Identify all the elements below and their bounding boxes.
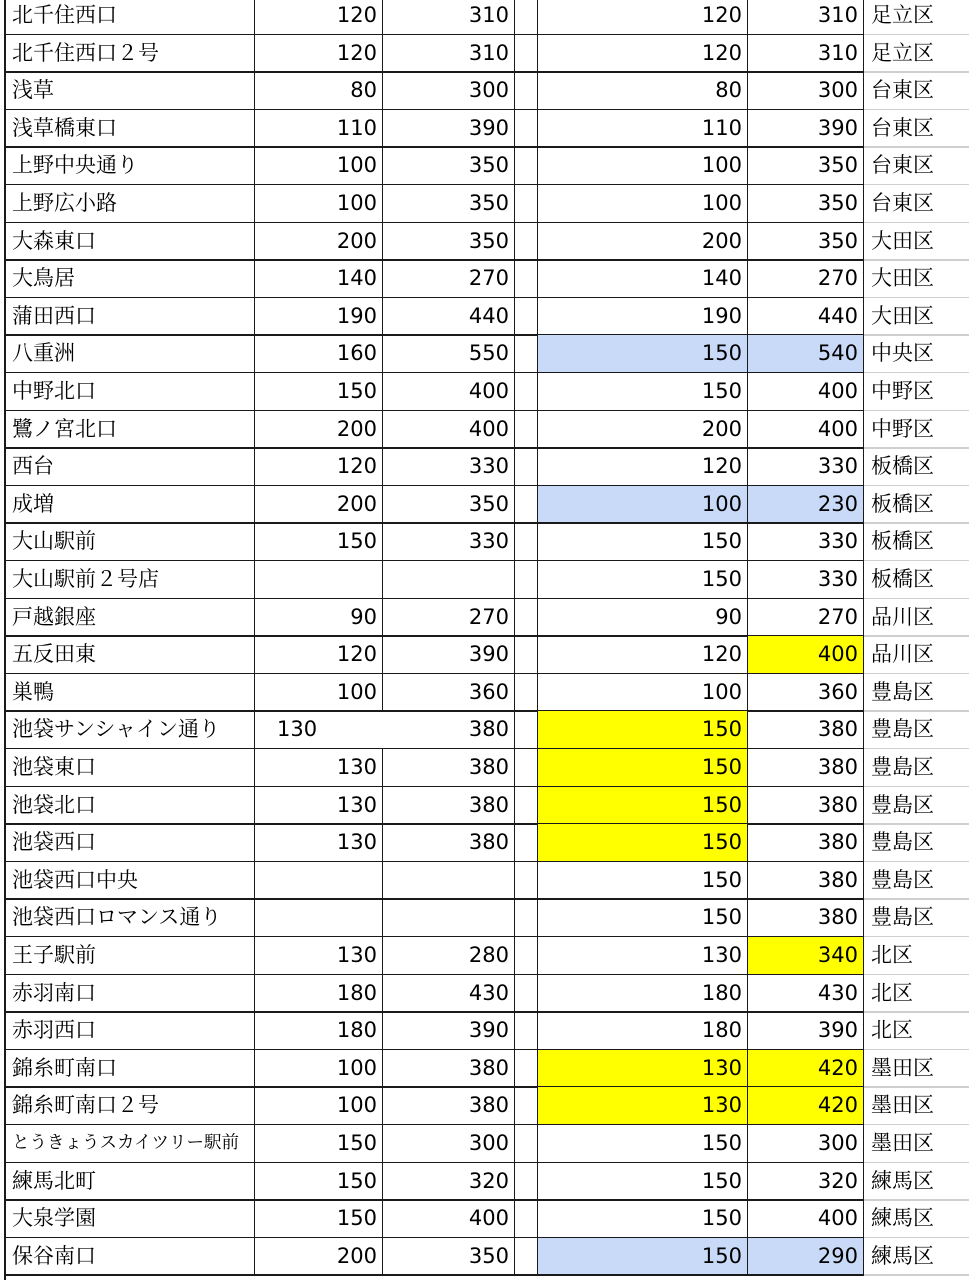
table-row bbox=[0, 1238, 969, 1276]
value-b-cell[interactable]: 380 bbox=[383, 787, 515, 824]
spacer-column-cell bbox=[515, 335, 538, 372]
value-b-cell[interactable]: 400 bbox=[383, 1200, 515, 1237]
value-d-cell[interactable]: 310 bbox=[748, 0, 864, 34]
table-row bbox=[0, 787, 969, 825]
value-a-cell[interactable]: 200 bbox=[255, 411, 383, 448]
value-a-cell[interactable]: 160 bbox=[255, 335, 383, 372]
value-d-cell[interactable]: 230 bbox=[748, 486, 864, 523]
value-d-cell[interactable]: 380 bbox=[748, 862, 864, 899]
store-name-cell[interactable]: 保谷南口 bbox=[5, 1238, 255, 1275]
value-d-cell[interactable]: 300 bbox=[748, 72, 864, 109]
row-divider bbox=[4, 1274, 865, 1276]
spacer-column-cell bbox=[515, 35, 538, 72]
value-c-cell[interactable]: 190 bbox=[538, 298, 748, 335]
ward-cell[interactable]: 練馬区 bbox=[871, 1243, 934, 1268]
spacer-column-cell bbox=[515, 448, 538, 485]
table-row bbox=[0, 335, 969, 373]
store-name-cell[interactable]: 浅草橋東口 bbox=[5, 110, 255, 147]
ward-cell[interactable]: 台東区 bbox=[871, 78, 934, 103]
value-a-cell[interactable]: 200 bbox=[255, 1238, 383, 1275]
store-name-cell[interactable]: 池袋西口中央 bbox=[5, 862, 255, 899]
ward-cell[interactable]: 中央区 bbox=[871, 341, 934, 366]
spacer-column-cell bbox=[515, 486, 538, 523]
ward-cell[interactable]: 北区 bbox=[871, 1018, 913, 1043]
value-a-cell[interactable]: 150 bbox=[255, 1125, 383, 1162]
table-row bbox=[0, 72, 969, 110]
spacer-column-cell bbox=[515, 110, 538, 147]
value-c-cell[interactable]: 150 bbox=[538, 1125, 748, 1162]
value-a-cell[interactable] bbox=[255, 711, 383, 748]
value-c-cell[interactable]: 150 bbox=[538, 523, 748, 560]
table-row bbox=[0, 1087, 969, 1125]
value-b-cell[interactable]: 350 bbox=[383, 185, 515, 222]
spacer-column-cell bbox=[515, 749, 538, 786]
value-a-cell[interactable]: 150 bbox=[255, 1163, 383, 1200]
spacer-column-cell bbox=[515, 1050, 538, 1087]
table-row bbox=[0, 975, 969, 1013]
spacer-column-cell bbox=[515, 72, 538, 109]
spacer-column-cell bbox=[515, 636, 538, 673]
value-d-cell[interactable]: 330 bbox=[748, 561, 864, 598]
value-a-cell[interactable]: 130 bbox=[255, 749, 383, 786]
store-name-cell[interactable]: 池袋東口 bbox=[5, 749, 255, 786]
value-a-cell[interactable]: 100 bbox=[255, 1050, 383, 1087]
store-name-cell[interactable]: 錦糸町南口 bbox=[5, 1050, 255, 1087]
value-c-cell[interactable]: 150 bbox=[538, 1200, 748, 1237]
value-c-cell[interactable]: 100 bbox=[538, 147, 748, 184]
value-c-cell[interactable]: 150 bbox=[538, 711, 748, 748]
value-d-cell[interactable]: 540 bbox=[748, 335, 864, 372]
value-b-cell[interactable]: 440 bbox=[383, 298, 515, 335]
value-c-cell[interactable]: 140 bbox=[538, 260, 748, 297]
value-a-cell[interactable]: 100 bbox=[255, 674, 383, 711]
value-a-cell[interactable]: 200 bbox=[255, 223, 383, 260]
ward-cell[interactable]: 北区 bbox=[871, 943, 913, 967]
ward-cell[interactable]: 北区 bbox=[871, 980, 913, 1005]
value-b-cell[interactable]: 380 bbox=[383, 1087, 515, 1124]
store-name-cell[interactable]: 浅草 bbox=[5, 72, 255, 109]
value-b-cell[interactable]: 400 bbox=[383, 411, 515, 448]
spacer-column-cell bbox=[515, 787, 538, 824]
value-c-cell[interactable]: 150 bbox=[538, 749, 748, 786]
value-b-cell[interactable]: 380 bbox=[383, 824, 515, 861]
store-name-cell[interactable]: 巣鴨 bbox=[5, 674, 255, 711]
spacer-column-cell bbox=[515, 523, 538, 560]
store-name-cell[interactable]: 池袋北口 bbox=[5, 787, 255, 824]
value-d-cell[interactable]: 300 bbox=[748, 1125, 864, 1162]
value-b-cell[interactable] bbox=[383, 561, 515, 598]
store-name-cell[interactable]: 練馬北町 bbox=[5, 1163, 255, 1200]
value-a-cell[interactable]: 80 bbox=[255, 72, 383, 109]
value-d-cell[interactable]: 430 bbox=[748, 975, 864, 1012]
value-d-cell[interactable]: 380 bbox=[748, 787, 864, 824]
table-row bbox=[0, 711, 969, 749]
store-name-cell[interactable]: 大泉学園 bbox=[5, 1200, 255, 1237]
value-c-cell[interactable]: 150 bbox=[538, 1238, 748, 1275]
value-b-cell[interactable]: 280 bbox=[383, 937, 515, 974]
value-a-cell[interactable]: 90 bbox=[255, 599, 383, 636]
value-b-cell[interactable]: 390 bbox=[383, 636, 515, 673]
ward-cell[interactable]: 中野区 bbox=[871, 416, 934, 441]
value-b-cell[interactable]: 390 bbox=[383, 110, 515, 147]
value-d-cell[interactable]: 330 bbox=[748, 448, 864, 485]
spacer-column-cell bbox=[515, 824, 538, 861]
value-a-cell[interactable]: 190 bbox=[255, 298, 383, 335]
value-d-cell[interactable]: 350 bbox=[748, 223, 864, 260]
value-a-cell[interactable] bbox=[255, 561, 383, 598]
ward-cell[interactable]: 板橋区 bbox=[871, 491, 934, 516]
value-a-cell[interactable]: 120 bbox=[255, 448, 383, 485]
value-c-cell[interactable]: 120 bbox=[538, 636, 748, 673]
store-name-cell[interactable]: 北千住西口 bbox=[5, 0, 255, 34]
value-d-cell[interactable]: 420 bbox=[748, 1087, 864, 1124]
table-row bbox=[0, 147, 969, 185]
value-a-cell[interactable] bbox=[255, 899, 383, 936]
ward-cell[interactable]: 台東区 bbox=[871, 153, 934, 178]
table-row bbox=[0, 674, 969, 712]
value-b-cell[interactable]: 300 bbox=[383, 72, 515, 109]
table-row bbox=[0, 260, 969, 298]
table-row bbox=[0, 486, 969, 524]
ward-cell[interactable]: 大田区 bbox=[871, 266, 934, 291]
spacer-column-cell bbox=[515, 899, 538, 936]
value-b-cell[interactable]: 380 bbox=[383, 749, 515, 786]
value-b-cell[interactable]: 360 bbox=[383, 674, 515, 711]
value-c-cell[interactable]: 150 bbox=[538, 561, 748, 598]
value-d-cell[interactable]: 380 bbox=[748, 824, 864, 861]
spacer-column-cell bbox=[515, 1087, 538, 1124]
value-c-cell[interactable]: 100 bbox=[538, 185, 748, 222]
store-name-cell[interactable]: 蒲田西口 bbox=[5, 298, 255, 335]
spacer-column-cell bbox=[515, 862, 538, 899]
store-name-cell[interactable]: 西台 bbox=[5, 448, 255, 485]
value-a-cell[interactable]: 180 bbox=[255, 1012, 383, 1049]
value-b-cell[interactable]: 350 bbox=[383, 1238, 515, 1275]
value-d-cell[interactable]: 390 bbox=[748, 1012, 864, 1049]
value-a-cell[interactable]: 100 bbox=[255, 1087, 383, 1124]
value-a-cell[interactable] bbox=[255, 862, 383, 899]
value-d-cell[interactable]: 290 bbox=[748, 1238, 864, 1275]
table-row bbox=[0, 1125, 969, 1163]
table-row bbox=[0, 824, 969, 862]
ward-cell[interactable]: 品川区 bbox=[871, 604, 934, 629]
ward-cell[interactable]: 大田区 bbox=[871, 228, 934, 253]
table-row bbox=[0, 373, 969, 411]
spacer-column-cell bbox=[515, 711, 538, 748]
value-c-cell[interactable]: 80 bbox=[538, 72, 748, 109]
value-c-cell[interactable]: 150 bbox=[538, 373, 748, 410]
spacer-column-cell bbox=[515, 599, 538, 636]
value-b-cell[interactable]: 350 bbox=[383, 147, 515, 184]
value-c-cell[interactable]: 180 bbox=[538, 1012, 748, 1049]
value-b-cell[interactable]: 330 bbox=[383, 448, 515, 485]
spacer-column-cell bbox=[515, 561, 538, 598]
table-row bbox=[0, 561, 969, 599]
table-row bbox=[0, 35, 969, 73]
value-d-cell[interactable]: 390 bbox=[748, 110, 864, 147]
value-d-cell[interactable]: 270 bbox=[748, 260, 864, 297]
value-d-cell[interactable]: 330 bbox=[748, 523, 864, 560]
value-c-cell[interactable]: 130 bbox=[538, 937, 748, 974]
table-row bbox=[0, 937, 969, 975]
value-b-cell[interactable]: 270 bbox=[383, 260, 515, 297]
ward-cell[interactable]: 練馬区 bbox=[871, 1168, 934, 1193]
store-name-cell[interactable]: 八重洲 bbox=[5, 335, 255, 372]
store-name-cell[interactable]: 池袋サンシャイン通り bbox=[5, 711, 255, 748]
value-c-cell[interactable]: 110 bbox=[538, 110, 748, 147]
spacer-column-cell bbox=[515, 674, 538, 711]
value-b-cell[interactable]: 270 bbox=[383, 599, 515, 636]
value-a-cell[interactable]: 120 bbox=[255, 35, 383, 72]
value-d-cell[interactable]: 400 bbox=[748, 1200, 864, 1237]
ward-cell[interactable]: 台東区 bbox=[871, 191, 934, 215]
value-b-cell[interactable]: 380 bbox=[383, 711, 515, 748]
value-a-cell[interactable]: 180 bbox=[255, 975, 383, 1012]
value-a-cell[interactable]: 100 bbox=[255, 147, 383, 184]
value-c-cell[interactable]: 130 bbox=[538, 1050, 748, 1087]
ward-cell[interactable]: 豊島区 bbox=[871, 792, 934, 817]
value-c-cell[interactable]: 180 bbox=[538, 975, 748, 1012]
value-a-cell[interactable]: 100 bbox=[255, 185, 383, 222]
value-b-cell[interactable]: 310 bbox=[383, 35, 515, 72]
spacer-column-cell bbox=[515, 1012, 538, 1049]
ward-cell[interactable]: 豊島区 bbox=[871, 905, 934, 930]
table-row bbox=[0, 1012, 969, 1050]
store-name-cell[interactable]: 成増 bbox=[5, 486, 255, 523]
value-b-cell[interactable]: 390 bbox=[383, 1012, 515, 1049]
value-a-cell[interactable]: 110 bbox=[255, 110, 383, 147]
store-name-cell[interactable]: 池袋西口 bbox=[5, 824, 255, 861]
table-row bbox=[0, 185, 969, 223]
value-b-cell[interactable]: 380 bbox=[383, 1050, 515, 1087]
ward-cell[interactable]: 大田区 bbox=[871, 303, 934, 328]
ward-cell[interactable]: 品川区 bbox=[871, 642, 934, 667]
spacer-column-cell bbox=[515, 0, 538, 34]
store-name-cell[interactable]: 大鳥居 bbox=[5, 260, 255, 297]
store-name-cell[interactable]: 錦糸町南口２号 bbox=[5, 1087, 255, 1124]
table-row bbox=[0, 1200, 969, 1238]
ward-cell[interactable]: 豊島区 bbox=[871, 867, 934, 892]
spacer-column-cell bbox=[515, 373, 538, 410]
value-c-cell[interactable]: 200 bbox=[538, 223, 748, 260]
table-row bbox=[0, 899, 969, 937]
value-c-cell[interactable]: 120 bbox=[538, 0, 748, 34]
value-a-cell[interactable]: 130 bbox=[255, 787, 383, 824]
store-name-cell[interactable]: 上野広小路 bbox=[5, 185, 255, 222]
value-a-cell[interactable]: 130 bbox=[255, 937, 383, 974]
value-d-cell[interactable]: 380 bbox=[748, 711, 864, 748]
value-d-cell[interactable]: 440 bbox=[748, 298, 864, 335]
store-name-cell[interactable]: 上野中央通り bbox=[5, 147, 255, 184]
value-b-cell[interactable]: 300 bbox=[383, 1125, 515, 1162]
store-name-cell[interactable]: 戸越銀座 bbox=[5, 599, 255, 636]
value-b-cell[interactable]: 320 bbox=[383, 1163, 515, 1200]
spacer-column-cell bbox=[515, 1238, 538, 1275]
store-name-cell[interactable]: 北千住西口２号 bbox=[5, 35, 255, 72]
value-d-cell[interactable]: 360 bbox=[748, 674, 864, 711]
table-row bbox=[0, 110, 969, 148]
ward-cell[interactable]: 豊島区 bbox=[871, 830, 934, 855]
table-row bbox=[0, 523, 969, 561]
value-b-cell[interactable] bbox=[383, 899, 515, 936]
store-name-cell[interactable]: 大山駅前 bbox=[5, 523, 255, 560]
ward-cell[interactable]: 板橋区 bbox=[871, 567, 934, 591]
value-a-cell[interactable]: 200 bbox=[255, 486, 383, 523]
value-a-cell[interactable]: 130 bbox=[255, 824, 383, 861]
table-row bbox=[0, 0, 969, 35]
store-name-cell[interactable]: 大山駅前２号店 bbox=[5, 561, 255, 598]
value-c-cell[interactable]: 100 bbox=[538, 674, 748, 711]
value-a-cell[interactable]: 120 bbox=[255, 0, 383, 34]
value-d-cell[interactable]: 400 bbox=[748, 373, 864, 410]
value-d-cell[interactable]: 270 bbox=[748, 599, 864, 636]
value-c-cell[interactable]: 150 bbox=[538, 787, 748, 824]
value-d-cell[interactable]: 340 bbox=[748, 937, 864, 974]
row-divider-light bbox=[864, 1274, 969, 1276]
table-row bbox=[0, 749, 969, 787]
ward-cell[interactable]: 板橋区 bbox=[871, 454, 934, 479]
ward-cell[interactable]: 足立区 bbox=[871, 3, 934, 27]
value-b-cell[interactable]: 350 bbox=[383, 486, 515, 523]
value-a-cell[interactable]: 150 bbox=[255, 373, 383, 410]
value-c-cell[interactable]: 150 bbox=[538, 862, 748, 899]
ward-cell[interactable]: 中野区 bbox=[871, 379, 934, 403]
spacer-column-cell bbox=[515, 1200, 538, 1237]
value-a-cell[interactable]: 120 bbox=[255, 636, 383, 673]
value-c-cell[interactable]: 150 bbox=[538, 335, 748, 372]
ward-cell[interactable]: 墨田区 bbox=[871, 1093, 934, 1118]
value-d-cell[interactable]: 350 bbox=[748, 185, 864, 222]
store-name-cell[interactable]: 赤羽南口 bbox=[5, 975, 255, 1012]
spacer-column-cell bbox=[515, 975, 538, 1012]
value-a-cell[interactable]: 140 bbox=[255, 260, 383, 297]
spacer-column-cell bbox=[515, 223, 538, 260]
ward-cell[interactable]: 豊島区 bbox=[871, 679, 934, 704]
value-c-cell[interactable]: 150 bbox=[538, 1163, 748, 1200]
value-b-cell[interactable] bbox=[383, 862, 515, 899]
store-name-cell[interactable]: 赤羽西口 bbox=[5, 1012, 255, 1049]
value-c-cell[interactable]: 130 bbox=[538, 1087, 748, 1124]
value-d-cell[interactable]: 420 bbox=[748, 1050, 864, 1087]
store-name-cell[interactable]: 大森東口 bbox=[5, 223, 255, 260]
value-a-cell[interactable]: 150 bbox=[255, 523, 383, 560]
ward-cell[interactable]: 板橋区 bbox=[871, 529, 934, 554]
spacer-column-cell bbox=[515, 937, 538, 974]
value-b-cell[interactable]: 550 bbox=[383, 335, 515, 372]
value-b-cell[interactable]: 400 bbox=[383, 373, 515, 410]
ward-cell[interactable]: 足立区 bbox=[871, 40, 934, 65]
table-row bbox=[0, 411, 969, 449]
ward-cell[interactable]: 練馬区 bbox=[871, 1206, 934, 1231]
value-d-cell[interactable]: 380 bbox=[748, 899, 864, 936]
value-b-cell[interactable]: 330 bbox=[383, 523, 515, 560]
value-c-cell[interactable]: 90 bbox=[538, 599, 748, 636]
value-d-cell[interactable]: 400 bbox=[748, 411, 864, 448]
ward-cell[interactable]: 墨田区 bbox=[871, 1055, 934, 1080]
value-b-cell[interactable]: 430 bbox=[383, 975, 515, 1012]
value-d-cell[interactable]: 400 bbox=[748, 636, 864, 673]
spacer-column-cell bbox=[515, 147, 538, 184]
table-row bbox=[0, 599, 969, 637]
value-c-cell[interactable]: 150 bbox=[538, 899, 748, 936]
value-b-cell[interactable]: 350 bbox=[383, 223, 515, 260]
value-d-cell[interactable]: 350 bbox=[748, 147, 864, 184]
table-row bbox=[0, 223, 969, 261]
value-d-cell[interactable]: 320 bbox=[748, 1163, 864, 1200]
table-row bbox=[0, 298, 969, 336]
value-a-cell[interactable]: 150 bbox=[255, 1200, 383, 1237]
value-c-cell[interactable]: 120 bbox=[538, 35, 748, 72]
value-c-cell[interactable]: 120 bbox=[538, 448, 748, 485]
ward-cell[interactable]: 豊島区 bbox=[871, 717, 934, 742]
table-row bbox=[0, 448, 969, 486]
store-name-cell[interactable]: 鷺ノ宮北口 bbox=[5, 411, 255, 448]
store-name-cell[interactable]: 王子駅前 bbox=[5, 937, 255, 974]
spacer-column-cell bbox=[515, 1163, 538, 1200]
table-row bbox=[0, 636, 969, 674]
ward-cell[interactable]: 豊島区 bbox=[871, 755, 934, 779]
ward-cell[interactable]: 墨田区 bbox=[871, 1131, 934, 1155]
value-c-cell[interactable]: 100 bbox=[538, 486, 748, 523]
spacer-column-cell bbox=[515, 411, 538, 448]
table-row bbox=[0, 1050, 969, 1088]
store-name-cell[interactable]: とうきょうスカイツリー駅前 bbox=[5, 1125, 255, 1162]
value-b-cell[interactable]: 310 bbox=[383, 0, 515, 34]
overflow-value: 130 bbox=[277, 717, 318, 742]
value-c-cell[interactable]: 200 bbox=[538, 411, 748, 448]
spacer-column-cell bbox=[515, 260, 538, 297]
store-name-cell[interactable]: 中野北口 bbox=[5, 373, 255, 410]
store-name-cell[interactable]: 池袋西口ロマンス通り bbox=[5, 899, 255, 936]
value-d-cell[interactable]: 310 bbox=[748, 35, 864, 72]
spacer-column-cell bbox=[515, 1125, 538, 1162]
ward-cell[interactable]: 台東区 bbox=[871, 115, 934, 140]
table-row bbox=[0, 862, 969, 900]
store-name-cell[interactable]: 五反田東 bbox=[5, 636, 255, 673]
table-row bbox=[0, 1163, 969, 1201]
value-c-cell[interactable]: 150 bbox=[538, 824, 748, 861]
spacer-column-cell bbox=[515, 298, 538, 335]
spacer-column-cell bbox=[515, 185, 538, 222]
value-d-cell[interactable]: 380 bbox=[748, 749, 864, 786]
